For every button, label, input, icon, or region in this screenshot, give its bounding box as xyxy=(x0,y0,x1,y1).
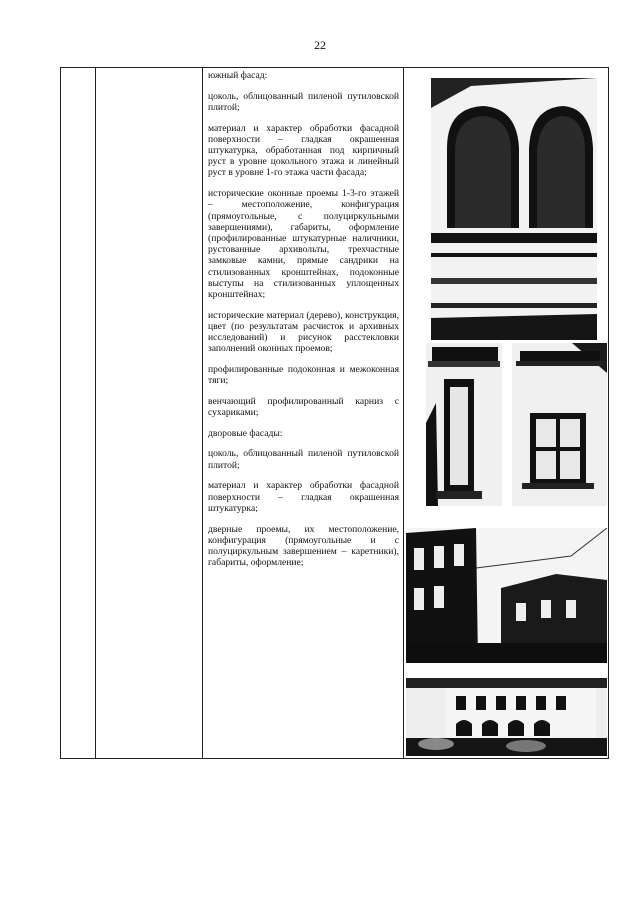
paragraph: материал и характер обработки фасадной поверхности – гладкая окрашенная штукатурка; xyxy=(208,480,399,514)
paragraph: южный фасад: xyxy=(208,70,268,81)
paragraph: исторические материал (дерево), конструкция, цвет (по результатам расчисток и архивных исследований) и рисунок расстекловки заполнений оконных проемов; xyxy=(208,309,399,355)
column-divider xyxy=(202,68,203,758)
paragraph: материал и характер обработки фасадной поверхности – гладкая окрашенная штукатурка, обработанная под кирпичный руст в уровне цокольного этажа и линейный руст в уровне 1-го этажа части фасада; xyxy=(208,122,399,179)
courtyard-facade-photo xyxy=(406,528,607,663)
paragraph: профилированные подоконная и межоконная тяги; xyxy=(208,363,399,387)
paragraph: дворовые фасады: xyxy=(208,427,283,439)
paragraph: цоколь, облицованный пиленой путиловской плитой; xyxy=(208,90,399,113)
paragraph: цоколь, облицованный пиленой путиловской плитой; xyxy=(208,448,399,471)
column-divider xyxy=(403,68,404,758)
page-number: 22 xyxy=(314,38,326,52)
arched-windows-photo xyxy=(431,78,597,340)
window-sandrik-photo xyxy=(426,343,502,506)
window-frame-photo xyxy=(512,343,607,506)
protected-features-text xyxy=(208,70,399,578)
paragraph: дверные проемы, их местоположение, конфигурация (прямоугольные и с полуциркульным завершением – каретники), габариты, оформление; xyxy=(208,523,399,569)
paragraph: венчающий профилированный карниз с сухариками; xyxy=(208,395,399,419)
arcade-building-photo xyxy=(406,678,607,756)
column-divider xyxy=(95,68,96,758)
paragraph: исторические оконные проемы 1-3-го этажей – местоположение, конфигурация (прямоугольные, с полуциркульными завершениями), габариты, оформление (профилированные штукатурные наличники, рустованные архивольты, трехчастные замковые камни, прямые сандрики на стилизованных кронштейнах, подоконные выступы на стилизованных уплощенных кронштейнах; xyxy=(208,188,399,300)
protected-features-table xyxy=(60,67,609,759)
